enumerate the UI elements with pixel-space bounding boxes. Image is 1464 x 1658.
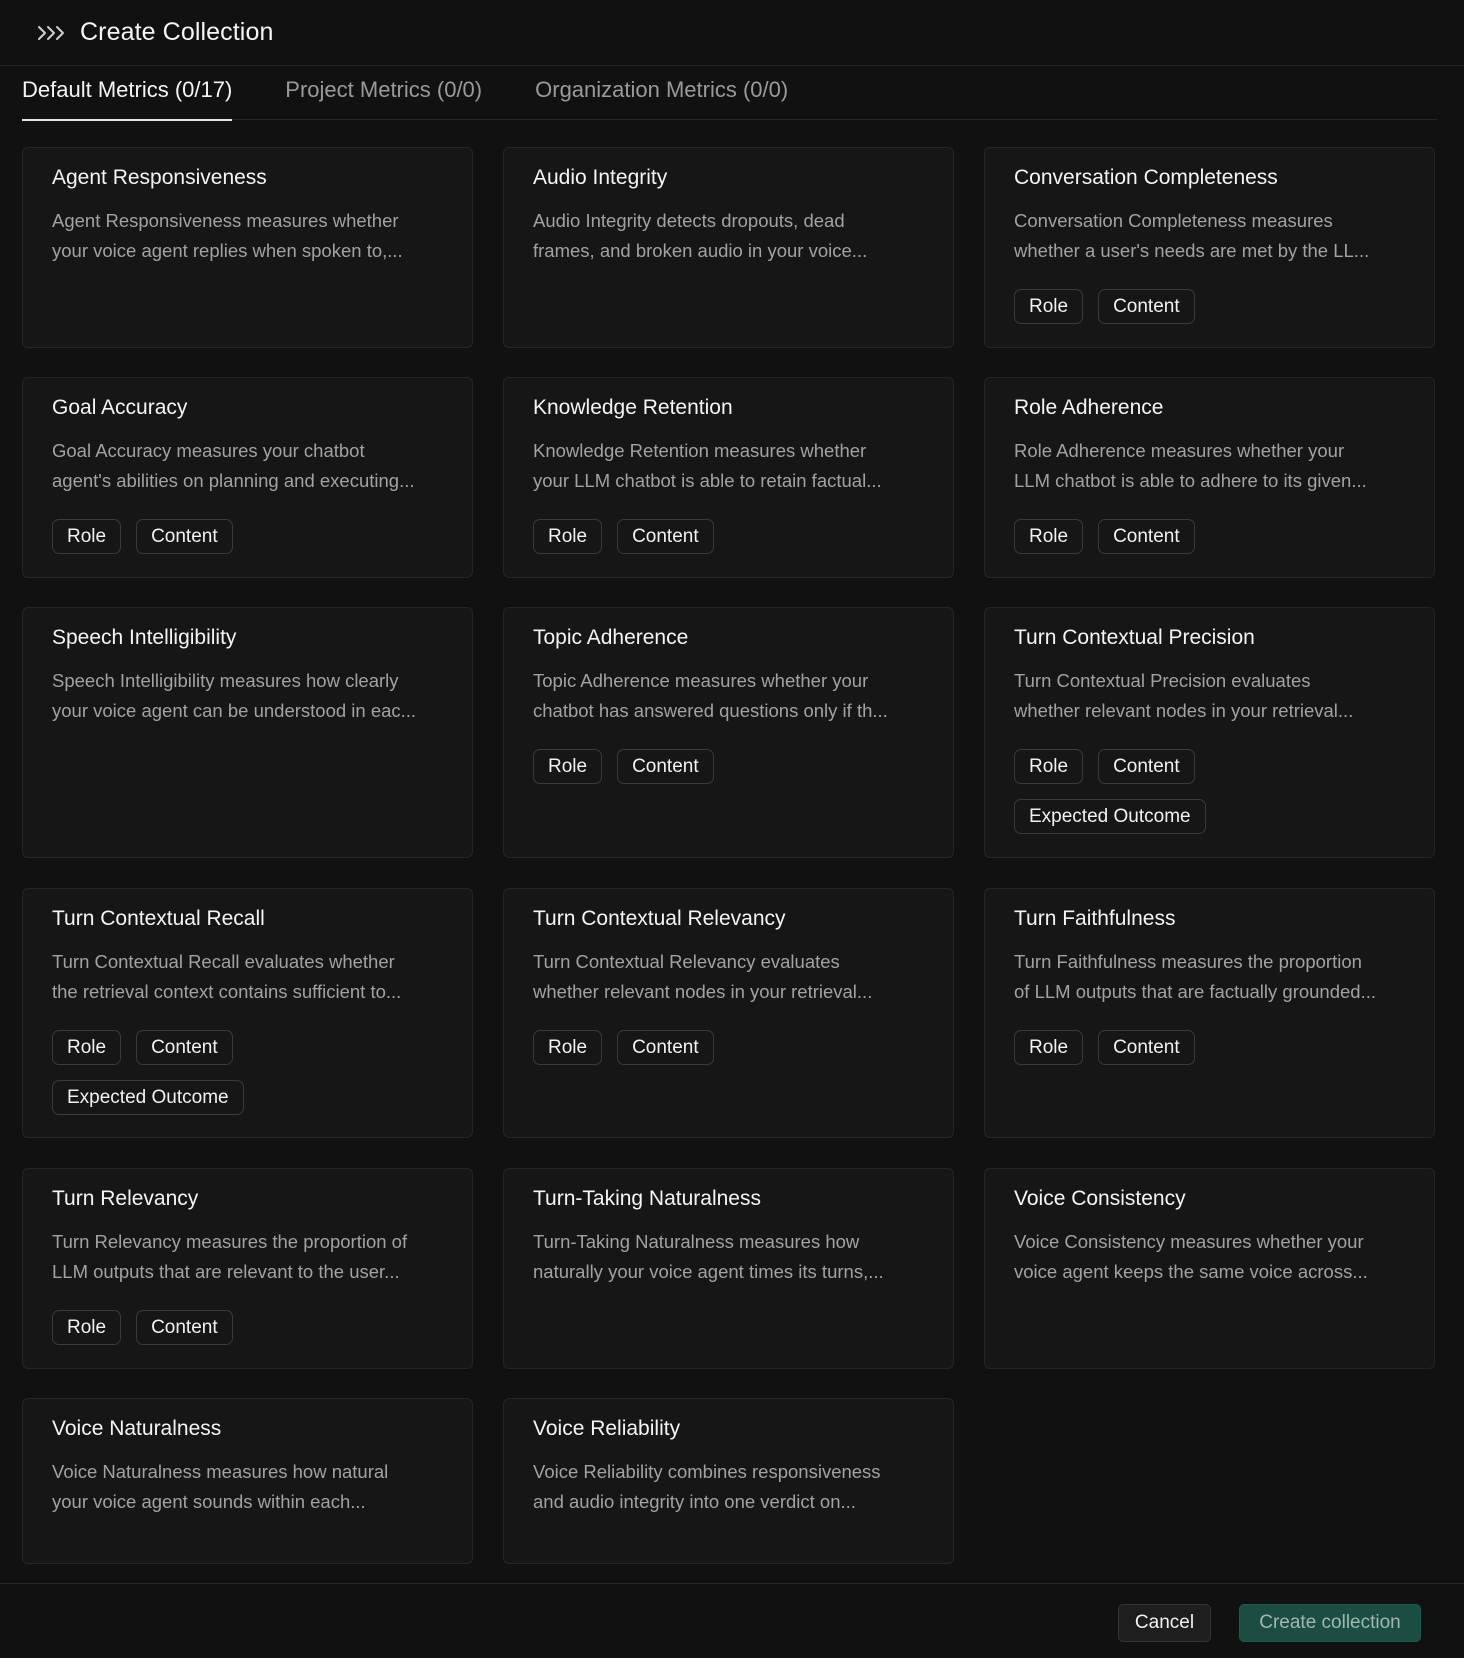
metric-tags xyxy=(533,519,853,554)
metric-tag: Content xyxy=(617,749,714,784)
metric-card[interactable] xyxy=(503,607,954,858)
metric-title: Voice Naturalness xyxy=(52,1417,222,1440)
metric-description-line: your voice agent replies when spoken to,... xyxy=(52,239,403,261)
metric-description-line: Conversation Completeness measures xyxy=(1014,210,1333,231)
create-collection-button[interactable]: Create collection xyxy=(1239,1604,1421,1642)
metric-title: Turn Faithfulness xyxy=(1014,907,1176,930)
metric-description-line: your voice agent sounds within each... xyxy=(52,1490,366,1512)
metric-description-line: Role Adherence measures whether your xyxy=(1014,440,1345,461)
metric-tag: Role xyxy=(1014,519,1083,554)
metric-description-line: frames, and broken audio in your voice... xyxy=(533,239,868,261)
metric-description xyxy=(52,947,444,1006)
metric-description xyxy=(533,666,925,725)
metric-tag: Role xyxy=(52,519,121,554)
metric-tag: Content xyxy=(1098,1030,1195,1065)
metrics-tabs xyxy=(22,66,1437,120)
metric-description-line: voice agent keeps the same voice across... xyxy=(1014,1260,1368,1282)
metric-tag: Expected Outcome xyxy=(52,1080,244,1115)
metric-description-line: Voice Reliability combines responsiveness xyxy=(533,1461,881,1482)
metric-description xyxy=(52,436,444,495)
metric-tag: Content xyxy=(617,1030,714,1065)
metric-tags xyxy=(533,1030,853,1065)
metric-card[interactable] xyxy=(503,888,954,1138)
metric-tags xyxy=(1014,749,1334,834)
metric-tag: Role xyxy=(533,749,602,784)
metric-description-line: Turn Contextual Recall evaluates whether xyxy=(52,951,395,972)
metric-title: Turn Contextual Relevancy xyxy=(533,907,786,930)
cancel-button[interactable]: Cancel xyxy=(1118,1604,1211,1642)
dialog-header xyxy=(0,0,1464,66)
metric-description-line: LLM chatbot is able to adhere to its given... xyxy=(1014,469,1367,491)
metric-tag: Role xyxy=(1014,749,1083,784)
metric-tag: Role xyxy=(52,1030,121,1065)
metric-tag: Content xyxy=(136,1310,233,1345)
metric-tags xyxy=(52,1310,372,1345)
metric-description-line: Goal Accuracy measures your chatbot xyxy=(52,440,365,461)
metric-description-line: your voice agent can be understood in eac... xyxy=(52,699,417,721)
metric-description-line: naturally your voice agent times its turns,... xyxy=(533,1260,884,1282)
metric-description xyxy=(533,436,925,495)
metric-description-line: Turn Contextual Relevancy evaluates xyxy=(533,951,840,972)
metric-card[interactable] xyxy=(503,377,954,578)
metric-description-line: the retrieval context contains sufficient to... xyxy=(52,980,402,1002)
tab-default-metrics[interactable]: Default Metrics (0/17) xyxy=(22,66,232,120)
metric-tag: Role xyxy=(1014,1030,1083,1065)
page-title: Create Collection xyxy=(80,18,274,46)
metric-card[interactable] xyxy=(984,1168,1435,1369)
metric-description xyxy=(533,1227,925,1286)
metric-description xyxy=(533,1457,925,1516)
metric-description-line: Voice Consistency measures whether your xyxy=(1014,1231,1364,1252)
metric-card[interactable] xyxy=(22,1398,473,1564)
metric-description-line: Speech Intelligibility measures how clearly xyxy=(52,670,399,691)
metric-description-line: Turn-Taking Naturalness measures how xyxy=(533,1231,860,1252)
metric-tag: Expected Outcome xyxy=(1014,799,1206,834)
metric-card[interactable] xyxy=(22,377,473,578)
metric-description-line: Voice Naturalness measures how natural xyxy=(52,1461,389,1482)
metric-description xyxy=(533,947,925,1006)
metric-description-line: Knowledge Retention measures whether xyxy=(533,440,867,461)
metric-card[interactable] xyxy=(503,147,954,348)
metric-tag: Content xyxy=(1098,519,1195,554)
metric-description xyxy=(1014,947,1406,1006)
tab-project-metrics[interactable]: Project Metrics (0/0) xyxy=(285,77,483,102)
metric-description xyxy=(52,1227,444,1286)
metric-title: Goal Accuracy xyxy=(52,396,188,419)
dialog-footer xyxy=(0,1583,1464,1658)
metric-description-line: Turn Relevancy measures the proportion of xyxy=(52,1231,408,1252)
metric-tags xyxy=(1014,519,1334,554)
metric-description xyxy=(52,1457,444,1516)
metric-description-line: of LLM outputs that are factually grounded... xyxy=(1014,980,1377,1002)
metric-title: Conversation Completeness xyxy=(1014,166,1278,189)
metric-description-line: Turn Faithfulness measures the proportion xyxy=(1014,951,1362,972)
metric-card[interactable] xyxy=(984,377,1435,578)
metric-description xyxy=(1014,1227,1406,1286)
metric-description xyxy=(52,666,444,725)
metric-card[interactable] xyxy=(984,147,1435,348)
metric-card[interactable] xyxy=(503,1398,954,1564)
metric-title: Turn Contextual Recall xyxy=(52,907,265,930)
metric-title: Knowledge Retention xyxy=(533,396,733,419)
metric-description-line: whether a user's needs are met by the LL... xyxy=(1014,239,1370,261)
metric-tag: Role xyxy=(533,1030,602,1065)
metric-tag: Content xyxy=(136,1030,233,1065)
metric-description-line: and audio integrity into one verdict on... xyxy=(533,1490,856,1512)
metric-title: Turn Relevancy xyxy=(52,1187,199,1210)
metric-description xyxy=(1014,436,1406,495)
metric-description-line: your LLM chatbot is able to retain factual... xyxy=(533,469,882,491)
metric-tag: Content xyxy=(1098,749,1195,784)
metric-title: Speech Intelligibility xyxy=(52,626,237,649)
metric-card[interactable] xyxy=(22,607,473,858)
metric-tag: Role xyxy=(1014,289,1083,324)
metric-description-line: Turn Contextual Precision evaluates xyxy=(1014,670,1311,691)
metric-tag: Content xyxy=(617,519,714,554)
metric-card[interactable] xyxy=(503,1168,954,1369)
metric-description xyxy=(1014,206,1406,265)
metric-description-line: chatbot has answered questions only if th... xyxy=(533,699,888,721)
metric-title: Voice Reliability xyxy=(533,1417,681,1440)
chevrons-right-icon[interactable] xyxy=(36,24,66,42)
metric-description-line: LLM outputs that are relevant to the user... xyxy=(52,1260,400,1282)
metric-title: Audio Integrity xyxy=(533,166,668,189)
metric-card[interactable] xyxy=(22,147,473,348)
metric-title: Turn-Taking Naturalness xyxy=(533,1187,761,1210)
metric-title: Voice Consistency xyxy=(1014,1187,1186,1210)
metric-tags xyxy=(52,519,372,554)
tab-organization-metrics[interactable]: Organization Metrics (0/0) xyxy=(535,77,789,102)
metric-title: Agent Responsiveness xyxy=(52,166,267,189)
metric-title: Turn Contextual Precision xyxy=(1014,626,1255,649)
metric-description xyxy=(52,206,444,265)
metric-description-line: whether relevant nodes in your retrieval... xyxy=(533,980,873,1002)
metric-description-line: Agent Responsiveness measures whether xyxy=(52,210,399,231)
metric-tags xyxy=(533,749,853,784)
metric-description-line: agent's abilities on planning and executing... xyxy=(52,469,415,491)
metric-description xyxy=(1014,666,1406,725)
metric-title: Topic Adherence xyxy=(533,626,689,649)
metric-tags xyxy=(52,1030,372,1115)
metric-description-line: whether relevant nodes in your retrieval... xyxy=(1014,699,1354,721)
metric-card[interactable] xyxy=(984,888,1435,1138)
metric-tag: Role xyxy=(52,1310,121,1345)
metric-card[interactable] xyxy=(984,607,1435,858)
metric-tag: Content xyxy=(136,519,233,554)
metric-card[interactable] xyxy=(22,888,473,1138)
metric-tag: Role xyxy=(533,519,602,554)
metric-tag: Content xyxy=(1098,289,1195,324)
metric-description-line: Audio Integrity detects dropouts, dead xyxy=(533,210,845,231)
metric-description-line: Topic Adherence measures whether your xyxy=(533,670,869,691)
metric-description xyxy=(533,206,925,265)
metric-title: Role Adherence xyxy=(1014,396,1164,419)
metric-tags xyxy=(1014,289,1334,324)
metric-tags xyxy=(1014,1030,1334,1065)
metric-card[interactable] xyxy=(22,1168,473,1369)
